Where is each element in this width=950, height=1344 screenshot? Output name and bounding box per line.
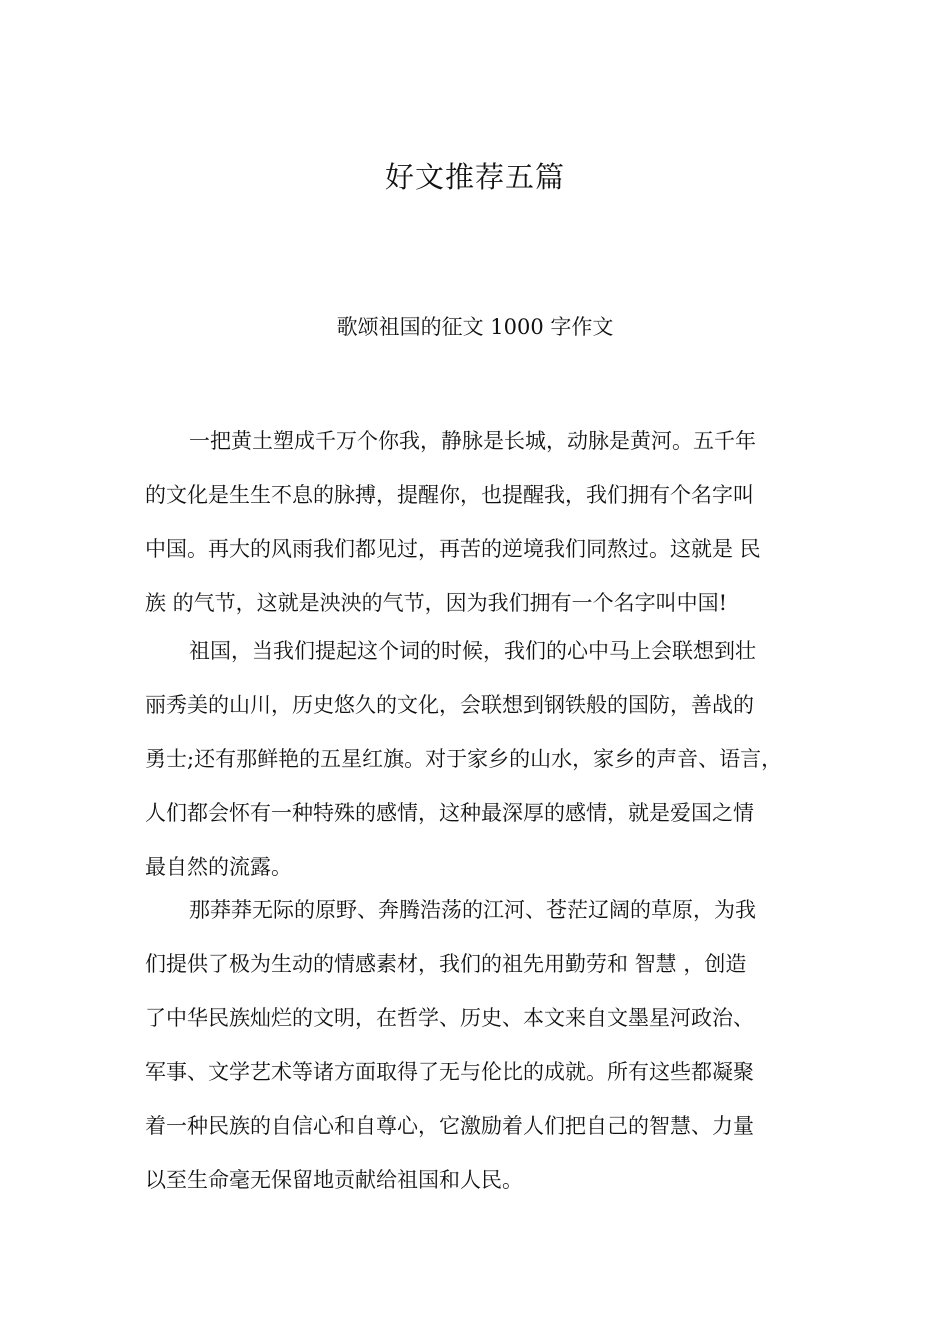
paragraph-line: 勇士;还有那鲜艳的五星红旗。对于家乡的山水，家乡的声音、语言， [145, 747, 783, 771]
paragraph-line: 中国。再大的风雨我们都见过，再苦的逆境我们同熬过。这就是 民 [145, 537, 761, 561]
paragraph-2 [145, 624, 820, 894]
paragraph-line: 人们都会怀有一种特殊的感情，这种最深厚的感情，就是爱国之情 [145, 801, 754, 825]
paragraph-1 [145, 414, 820, 630]
paragraph-line: 最自然的流露。 [145, 855, 292, 879]
paragraph-line: 族 的气节，这就是泱泱的气节，因为我们拥有一个名字叫中国! [145, 591, 728, 615]
paragraph-line: 着一种民族的自信心和自尊心，它激励着人们把自己的智慧、力量 [145, 1114, 754, 1138]
paragraph-line: 了中华民族灿烂的文明，在哲学、历史、本文来自文墨星河政治、 [145, 1006, 754, 1030]
paragraph-3 [145, 883, 820, 1207]
paragraph-line: 一把黄土塑成千万个你我，静脉是长城，动脉是黄河。五千年 [189, 429, 756, 453]
paragraph-line: 以至生命毫无保留地贡献给祖国和人民。 [145, 1168, 523, 1192]
essay-title: 歌颂祖国的征文 1000 字作文 [336, 315, 614, 339]
document-title: 好文推荐五篇 [384, 160, 565, 194]
paragraph-line: 们提供了极为生动的情感素材，我们的祖先用勤劳和 智慧 ，创造 [145, 952, 747, 976]
paragraph-line: 的文化是生生不息的脉搏，提醒你，也提醒我，我们拥有个名字叫 [145, 483, 754, 507]
paragraph-line: 军事、文学艺术等诸方面取得了无与伦比的成就。所有这些都凝聚 [145, 1060, 754, 1084]
paragraph-line: 祖国，当我们提起这个词的时候，我们的心中马上会联想到壮 [189, 639, 756, 663]
paragraph-line: 那莽莽无际的原野、奔腾浩荡的江河、苍茫辽阔的草原，为我 [189, 898, 756, 922]
paragraph-line: 丽秀美的山川，历史悠久的文化，会联想到钢铁般的国防，善战的 [145, 693, 754, 717]
